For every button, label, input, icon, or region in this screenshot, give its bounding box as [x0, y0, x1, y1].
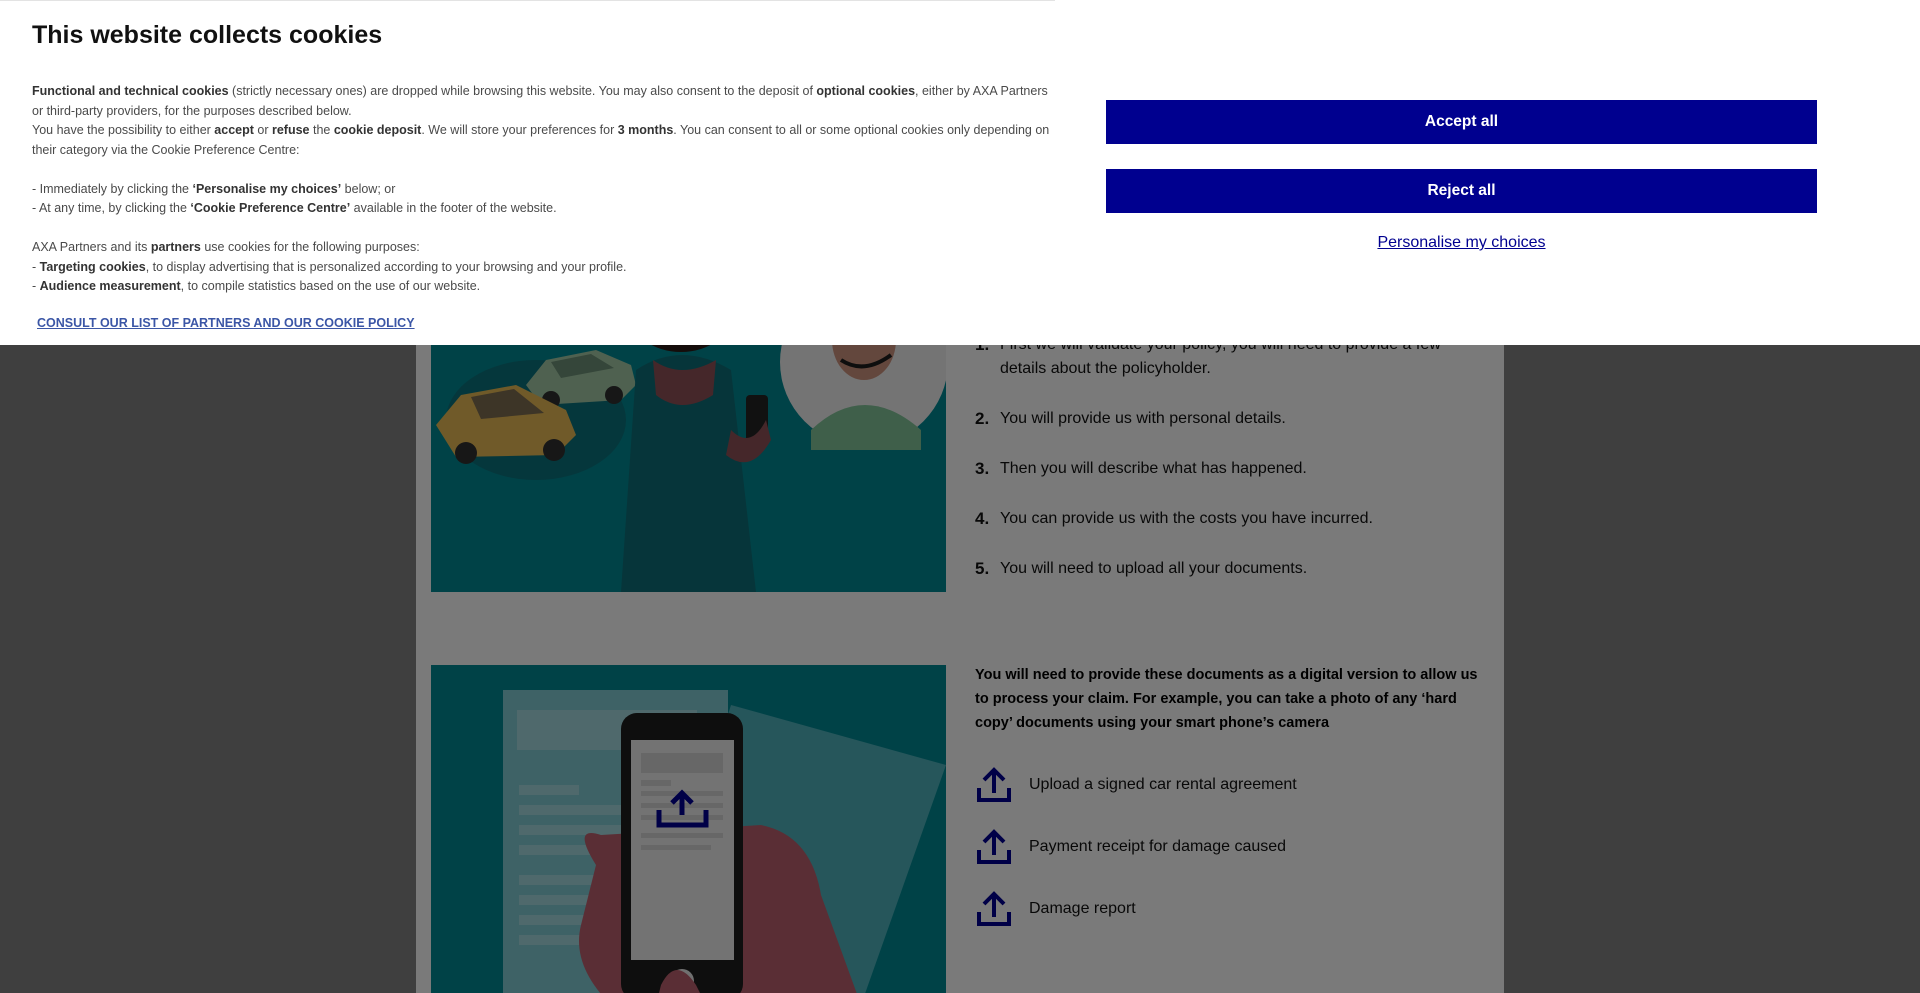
banner-divider	[0, 0, 1055, 1]
cookie-consent-paragraph: You have the possibility to either accept or refuse the cookie deposit. We will store your preferences for 3 months. You can consent to all or some optional cookies only depending on their category via the Cookie Preference Centre:	[32, 123, 1050, 157]
cookie-intro-paragraph: Functional and technical cookies (strictly necessary ones) are dropped while browsing this website. You may also consent to the deposit of optional cookies, either by AXA Partners or third-party providers, for the purposes described below.	[32, 84, 1048, 118]
cookie-purpose-audience: - Audience measurement, to compile statistics based on the use of our website.	[32, 279, 481, 293]
cookie-banner-title: This website collects cookies	[32, 21, 383, 49]
cookie-banner	[0, 0, 1920, 345]
cookie-option-immediately: - Immediately by clicking the ‘Personalise my choices’ below; or	[32, 181, 396, 196]
cookie-policy-link[interactable]: CONSULT OUR LIST OF PARTNERS AND OUR COOKIE POLICY	[37, 316, 415, 330]
accept-all-button[interactable]: Accept all	[1106, 100, 1817, 144]
cookie-banner-text	[32, 82, 1062, 297]
reject-all-button[interactable]: Reject all	[1106, 169, 1817, 213]
cookie-option-anytime: - At any time, by clicking the ‘Cookie Preference Centre’ available in the footer of the website.	[32, 201, 557, 215]
cookie-purposes-heading: AXA Partners and its partners use cookies for the following purposes:	[32, 240, 420, 254]
personalise-choices-link[interactable]: Personalise my choices	[1377, 234, 1546, 251]
cookie-purpose-targeting: - Targeting cookies, to display advertising that is personalized according to your browsing and your profile.	[32, 259, 627, 274]
